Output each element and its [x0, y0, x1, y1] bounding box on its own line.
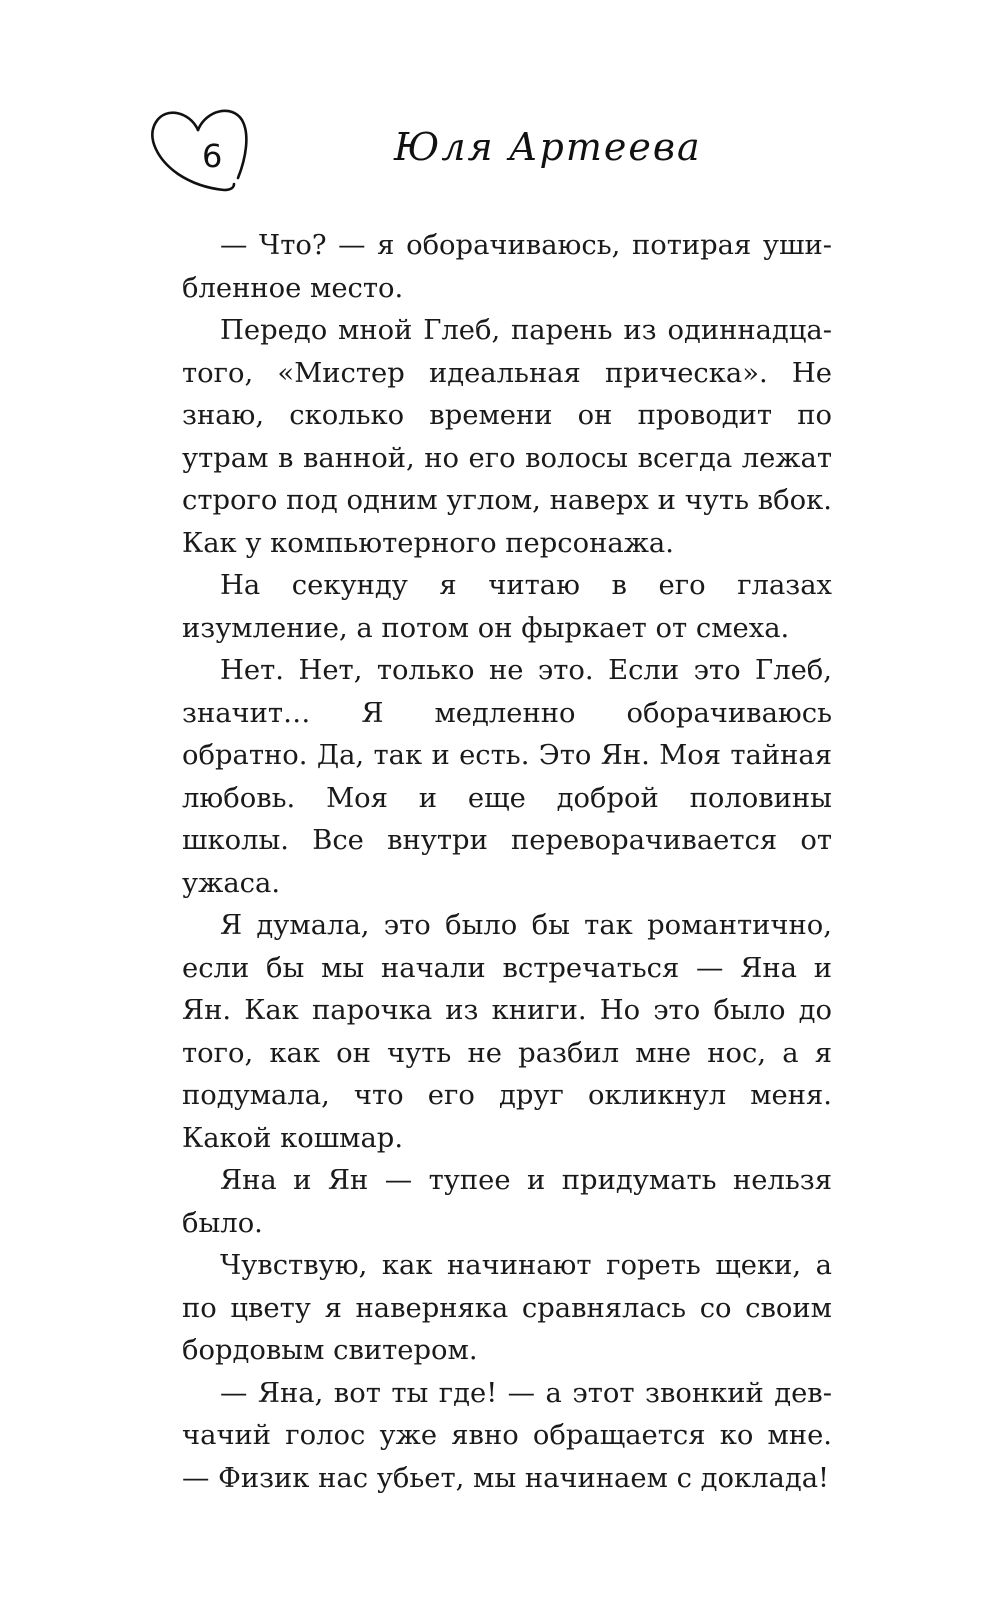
- heart-icon: [148, 104, 252, 200]
- paragraph: Нет. Нет, только не это. Если это Глеб, значит… Я медленно оборачиваюсь обратно. Да, так и есть. Это Ян. Моя тайная любовь. Моя и еще доброй половины школы. Все внутри переворачивается от ужаса.: [182, 655, 832, 899]
- paragraph: — Что? — я оборачиваюсь, потирая ушибленное место.: [182, 230, 832, 304]
- body-text: [182, 225, 832, 1500]
- page-header: [0, 0, 1000, 220]
- paragraph: Чувствую, как начинают гореть щеки, а по цвету я наверняка сравнялась со своим бордовым свитером.: [182, 1250, 832, 1366]
- paragraph: Передо мной Глеб, парень из одиннадцатого, «Мистер идеальная прическа». Не знаю, сколько времени он проводит по утрам в ванной, но его волосы всегда лежат строго под одним углом, наверх и чуть вбок. Как у компьютерного персонажа.: [182, 315, 832, 559]
- page-number: 6: [202, 137, 223, 175]
- paragraph: На секунду я читаю в его глазах изумление, а потом он фыркает от смеха.: [182, 570, 832, 644]
- paragraph: Яна и Ян — тупее и придумать нельзя было.: [182, 1165, 832, 1239]
- author-name: Юля Артеева: [394, 125, 702, 169]
- paragraph: Я думала, это было бы так романтично, если бы мы начали встречаться — Яна и Ян. Как парочка из книги. Но это было до того, как он чуть не разбил мне нос, а я подумала, что его друг окликнул меня. Какой кошмар.: [182, 910, 832, 1154]
- paragraph: — Яна, вот ты где! — а этот звонкий девчачий голос уже явно обращается ко мне. — Физик нас убьет, мы начинаем с доклада!: [182, 1377, 832, 1494]
